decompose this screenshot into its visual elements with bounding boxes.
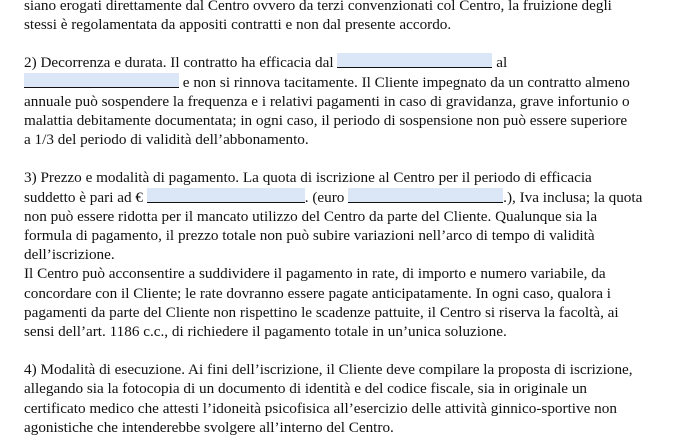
- text-line: allegando sia la fotocopia di un documento di identità e del codice fiscale, sia in originale un: [24, 380, 588, 398]
- text-line: Il Centro può acconsentire a suddividere il pagamento in rate, di importo e numero variabile, da: [24, 265, 606, 283]
- text-line: concordare con il Cliente; le rate dovranno essere pagate anticipatamente. In ogni caso, qualora i: [24, 284, 612, 302]
- paragraph-2-line-2: [24, 73, 668, 92]
- text-line: malattia debitamente documentata; in ogni caso, il periodo di sospensione non può essere superiore: [24, 112, 628, 130]
- text-line: 4) Modalità di esecuzione. Ai fini dell’iscrizione, il Cliente deve compilare la proposta di iscrizione,: [24, 361, 633, 379]
- text-line: sensi dell’art. 1186 c.c., di richiedere il pagamento totale in un’unica soluzione.: [24, 323, 507, 341]
- text-line: formula di pagamento, il prezzo totale non può subire variazioni nell’arco di tempo di validità: [24, 227, 595, 245]
- paragraph-spacer: [24, 341, 668, 360]
- text-run: . (euro: [304, 188, 345, 206]
- start-date-field[interactable]: [337, 53, 492, 68]
- text-run: 2) Decorrenza e durata. Il contratto ha efficacia dal: [24, 54, 334, 72]
- end-date-field[interactable]: [24, 73, 179, 88]
- paragraph-spacer: [24, 149, 668, 168]
- contract-text: [24, 0, 668, 437]
- paragraph-2-line-1: [24, 53, 668, 72]
- fee-amount-field[interactable]: [147, 188, 305, 203]
- text-run: suddetto è pari ad €: [24, 188, 143, 206]
- fee-words-field[interactable]: [348, 188, 503, 203]
- text-run: al: [496, 54, 508, 72]
- text-line: 3) Prezzo e modalità di pagamento. La quota di iscrizione al Centro per il periodo di efficacia: [24, 169, 592, 187]
- text-line: a 1/3 del periodo di validità dell’abbonamento.: [24, 131, 309, 149]
- text-line: siano erogati direttamente dal Centro ovvero da terzi convenzionati col Centro, la fruizione degli: [24, 0, 612, 14]
- text-line: agonistiche che intenderebbe svolgere all’interno del Centro.: [24, 418, 394, 436]
- text-run: e non si rinnova tacitamente. Il Cliente impegnato da un contratto almeno: [182, 73, 630, 91]
- text-line: non può essere ridotta per il mancato utilizzo del Centro da parte del Cliente. Qualunque sia la: [24, 207, 598, 225]
- paragraph-spacer: [24, 34, 668, 53]
- text-line: dell’iscrizione.: [24, 246, 115, 264]
- text-run: .), Iva inclusa; la quota: [503, 188, 643, 206]
- text-line: annuale può sospendere la frequenza e i relativi pagamenti in caso di gravidanza, grave infortunio o: [24, 92, 630, 110]
- text-line: certificato medico che attesti l’idoneità psicofisica all’esercizio delle attività ginnico-sportive non: [24, 399, 617, 417]
- paragraph-3-line-2: [24, 188, 668, 207]
- text-line: pagamenti da parte del Cliente non rispettino le scadenze pattuite, il Centro si riserva la facoltà, ai: [24, 303, 619, 321]
- text-line: stessi è regolamentata da appositi contratti e non dal presente accordo.: [24, 16, 452, 34]
